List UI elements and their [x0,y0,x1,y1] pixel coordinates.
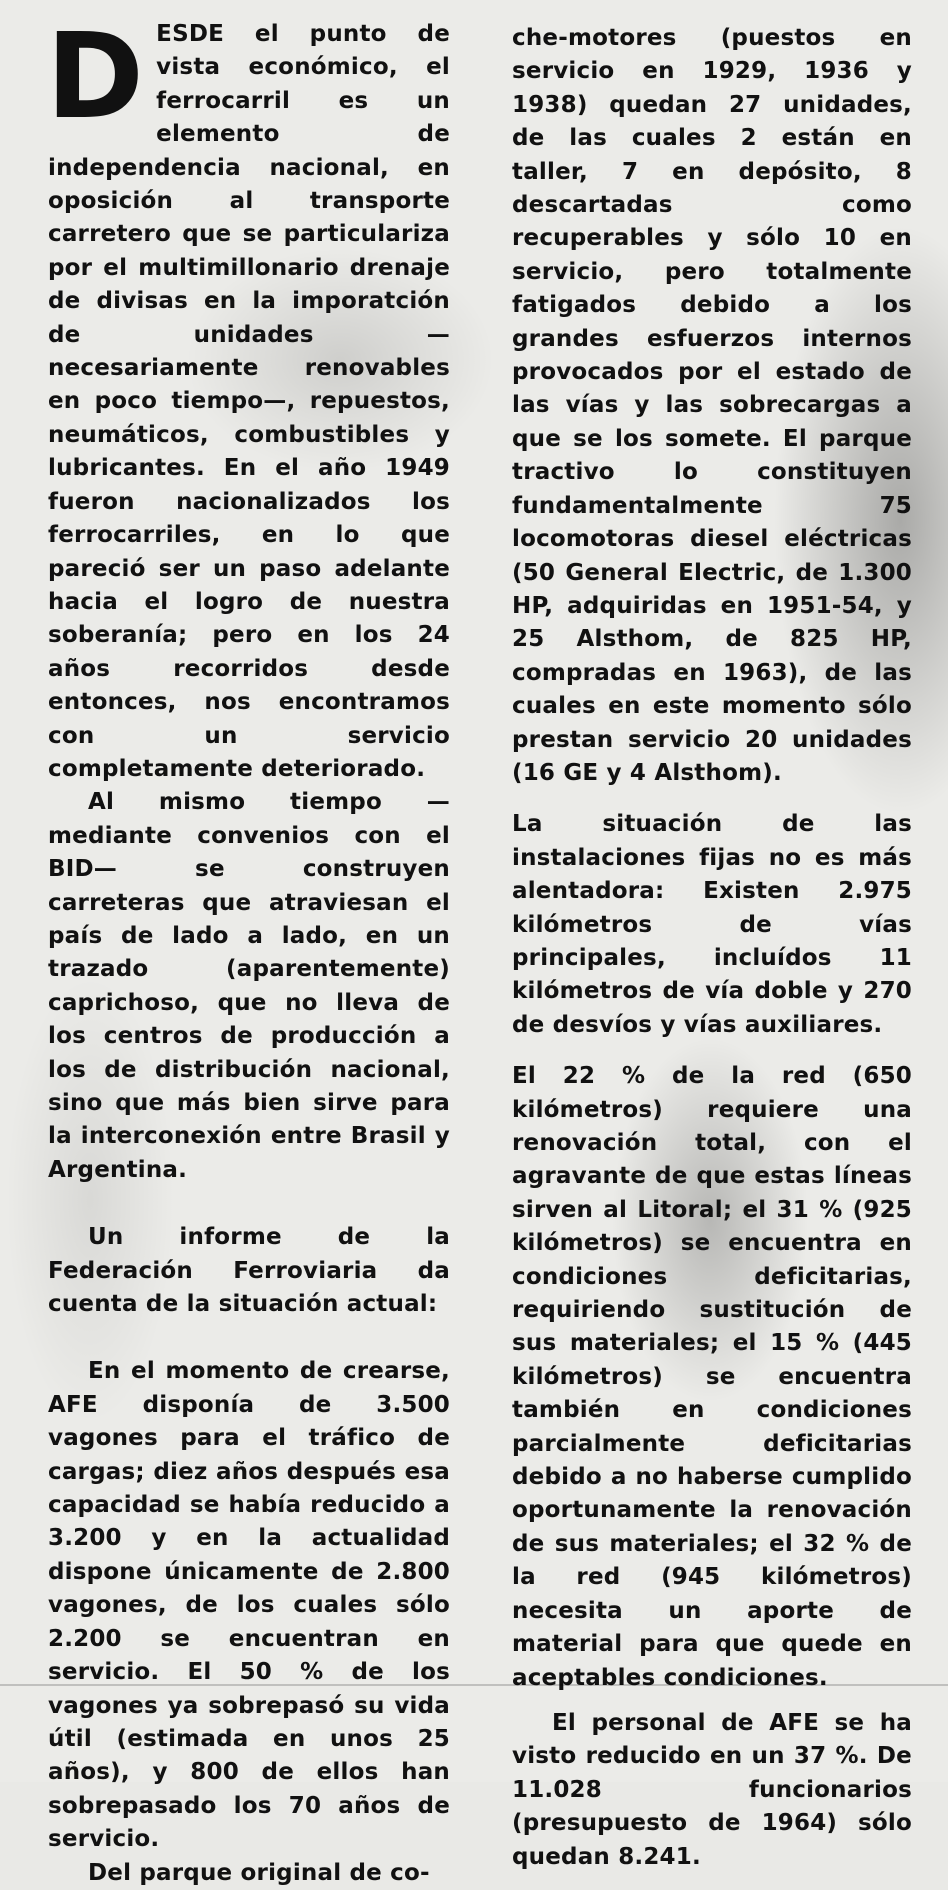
paragraph-personal: El personal de AFE se ha visto reducido en un 37 %. De 11.028 funcionarios (presupuesto de 1964) sólo quedan 8.241. [512,1709,912,1870]
paragraph-parque: Del parque original de co- [88,1859,430,1886]
paragraph-red: El 22 % de la red (650 kilómetros) requiere una renovación total, con el agravante de que estas líneas sirven al Litoral; el 31 % (925 kilómetros) se encuentra en condiciones deficitarias, requiriendo sustitución de sus materiales; el 15 % (445 kilómetros) se encuentra también en condiciones parcialmente deficitarias debido a no haberse cumplido oportunamente la renovación de sus materiales; el 32 % de la red (945 kilómetros) necesita un aporte de material para que quede en aceptables condiciones. [512,1063,912,1691]
paragraph-coches-motores: che-motores (puestos en servicio en 1929, 1936 y 1938) quedan 27 unidades, de las cuales 2 están en taller, 7 en depósito, 8 descartadas como recuperables y sólo 10 en servicio, pero totalmente fatigados debido a los grandes esfuerzos internos provocados por el estado de las vías y las sobrecargas a que se los somete. El parque tractivo lo constituyen fundamentalmente 75 locomotoras diesel eléctricas (50 General Electric, de 1.300 HP, adquiridas en 1951-54, y 25 Alsthom, de 825 HP, compradas en 1963), de las cuales en este momento sólo prestan servicio 20 unidades (16 GE y 4 Alsthom). [512,25,912,786]
paragraph-carreteras: Al mismo tiempo —mediante convenios con el BID— se construyen carreteras que atraviesan el país de lado a lado, en un trazado (aparentemente) caprichoso, que no lleva de los centros de producción a los de distribución nacional, sino que más bien sirve para la interconexión entre Brasil y Argentina. [48,789,450,1183]
paragraph-informe: Un informe de la Federación Ferroviaria da cuenta de la situación actual: [48,1224,450,1318]
intro-text: ESDE el punto de vista económico, el ferrocarril es un elemento de independencia nacional, en oposición al transporte carretero que se particulariza por el multimillonario drenaje de divisas en la imporatción de unidades —necesariamente renovables en poco tiempo—, repuestos, neumáticos, combustibles y lubricantes. En el año 1949 fueron nacionalizados los ferrocarriles, en lo que pareció ser un paso adelante hacia el logro de nuestra soberanía; pero en los 24 años recorridos desde entonces, nos encontramos con un servicio completamente deteriorado. [48,21,450,782]
paragraph-vagones: En el momento de crearse, AFE disponía de 3.500 vagones para el tráfico de cargas; diez años después esa capacidad se había reducido a 3.200 y en la actualidad dispone únicamente de 2.800 vagones, de los cuales sólo 2.200 se encuentran en servicio. El 50 % de los vagones ya sobrepasó su vida útil (estimada en unos 25 años), y 800 de ellos han sobrepasado los 70 años de servicio. [48,1358,450,1853]
drop-cap: D [46,7,145,145]
paragraph-intro [46,7,450,786]
left-column [46,7,450,1890]
paragraph-instalaciones: La situación de las instalaciones fijas no es más alentadora: Existen 2.975 kilómetros de vías principales, incluídos 11 kilómetros de vía doble y 270 de desvíos y vías auxiliares. [512,811,912,1038]
right-column [512,22,912,1874]
paper-fold-line [0,1684,948,1686]
